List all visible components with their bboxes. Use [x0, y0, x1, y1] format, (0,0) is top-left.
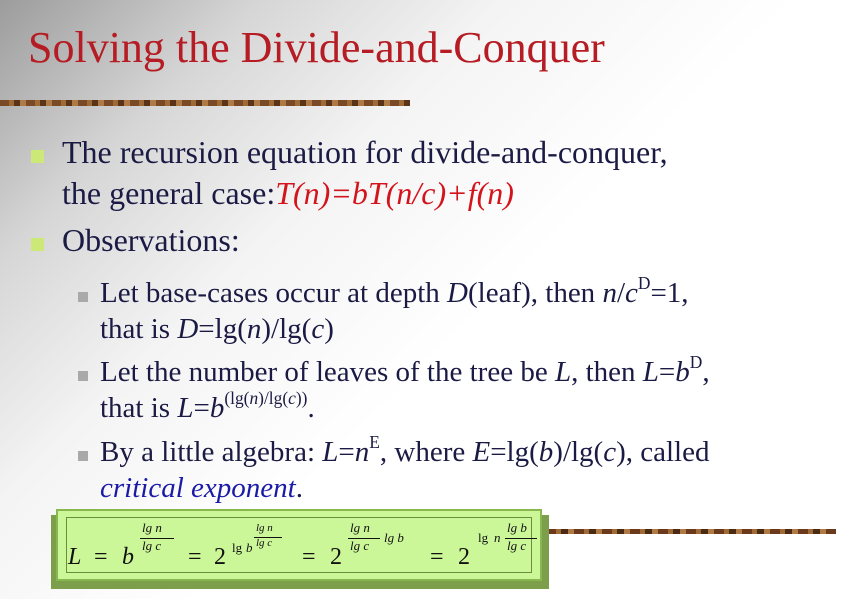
recursion-equation: T(n)=bT(n/c)+f(n): [275, 175, 514, 211]
formula-equals: =: [188, 544, 202, 570]
bullet-1-text: the general case:: [62, 175, 276, 211]
formula-denominator: lg c: [350, 538, 370, 553]
text: .: [307, 392, 315, 424]
formula-equals: =: [94, 544, 108, 570]
text: .: [295, 472, 303, 504]
var-c: c: [603, 436, 617, 468]
exponent: [224, 388, 307, 408]
text: ), called: [616, 436, 710, 468]
text: , then: [571, 356, 643, 388]
bullet-1-line-2: [62, 175, 514, 212]
formula-equals: =: [302, 544, 316, 570]
formula-denominator: lg c: [142, 538, 162, 553]
sub-bullet-marker: [78, 292, 88, 302]
formula-two: 2: [214, 544, 226, 570]
sub-bullet-2-line-2: [100, 387, 315, 425]
formula-b: b: [246, 540, 253, 555]
text: /: [616, 277, 625, 309]
formula-two: 2: [458, 544, 470, 570]
sub-bullet-3-line-1: [100, 431, 710, 469]
var-l: L: [642, 356, 659, 388]
slide-title: Solving the Divide-and-Conquer: [28, 23, 605, 72]
text: =lg(: [198, 313, 247, 345]
sub-bullet-2-line-1: [100, 351, 710, 389]
exponent-d: D: [637, 272, 651, 293]
text: (leaf), then: [467, 277, 603, 309]
sub-bullet-marker: [78, 371, 88, 381]
formula-denominator: lg c: [507, 538, 527, 553]
var-b: b: [538, 436, 554, 468]
text: , where: [379, 436, 473, 468]
var-b: b: [675, 356, 690, 388]
sub-bullet-marker: [78, 451, 88, 461]
text: =: [338, 436, 355, 468]
formula-underline: [546, 529, 836, 534]
formula-two: 2: [330, 544, 342, 570]
text: that is: [100, 313, 178, 345]
formula-box: [56, 509, 542, 581]
text: =lg(: [490, 436, 539, 468]
title-underline: [0, 100, 410, 106]
var-l: L: [554, 356, 572, 388]
text: )/lg(: [553, 436, 604, 468]
exponent-e: E: [369, 431, 380, 452]
text: Let the number of leaves of the tree be: [100, 356, 555, 388]
text: =: [658, 356, 676, 388]
text: )): [295, 387, 308, 408]
var-d: D: [447, 277, 468, 309]
formula-lg: lg: [232, 540, 243, 555]
var-n: n: [246, 313, 262, 345]
bullet-1-line-1: The recursion equation for divide-and-conquer,: [62, 134, 668, 170]
sub-bullet-1-line-2: [100, 313, 334, 346]
var-n: n: [249, 387, 259, 408]
formula-b: b: [122, 544, 134, 570]
var-d: D: [177, 313, 199, 345]
var-e: E: [472, 436, 491, 468]
text: )/lg(: [261, 313, 312, 345]
formula-lg-b: lg b: [384, 530, 404, 545]
var-l: L: [322, 436, 339, 468]
formula-denominator: lg c: [256, 537, 273, 549]
formula-numerator: lg b: [507, 520, 527, 535]
var-l: L: [177, 392, 194, 424]
text: ): [324, 313, 334, 345]
bullet-marker: [31, 238, 44, 251]
var-n: n: [602, 277, 617, 309]
formula-numerator: lg n: [256, 522, 273, 534]
formula-equals: =: [430, 544, 444, 570]
text: Let base-cases occur at depth: [100, 277, 448, 309]
var-c: c: [311, 313, 325, 345]
sub-bullet-1-line-1: [100, 272, 689, 310]
text: =: [193, 392, 210, 424]
text: )/lg(: [258, 387, 289, 408]
bullet-2-line-1: Observations:: [62, 222, 240, 258]
var-b: b: [209, 392, 225, 424]
formula-l: L: [68, 544, 82, 570]
bullet-marker: [31, 150, 44, 163]
formula-n: n: [494, 530, 501, 545]
text: that is: [100, 392, 178, 424]
formula-numerator: lg n: [350, 520, 370, 535]
text: ,: [702, 356, 710, 388]
var-c: c: [625, 277, 638, 309]
sub-bullet-3-line-2: [100, 472, 303, 505]
text: (lg(: [224, 387, 250, 408]
exponent-d: D: [689, 351, 703, 372]
formula-lg: lg: [478, 530, 489, 545]
var-n: n: [354, 436, 370, 468]
critical-exponent-term: critical exponent: [100, 472, 296, 504]
text: =1,: [650, 277, 689, 309]
formula-numerator: lg n: [142, 520, 162, 535]
var-c: c: [288, 387, 296, 408]
text: By a little algebra:: [100, 436, 323, 468]
